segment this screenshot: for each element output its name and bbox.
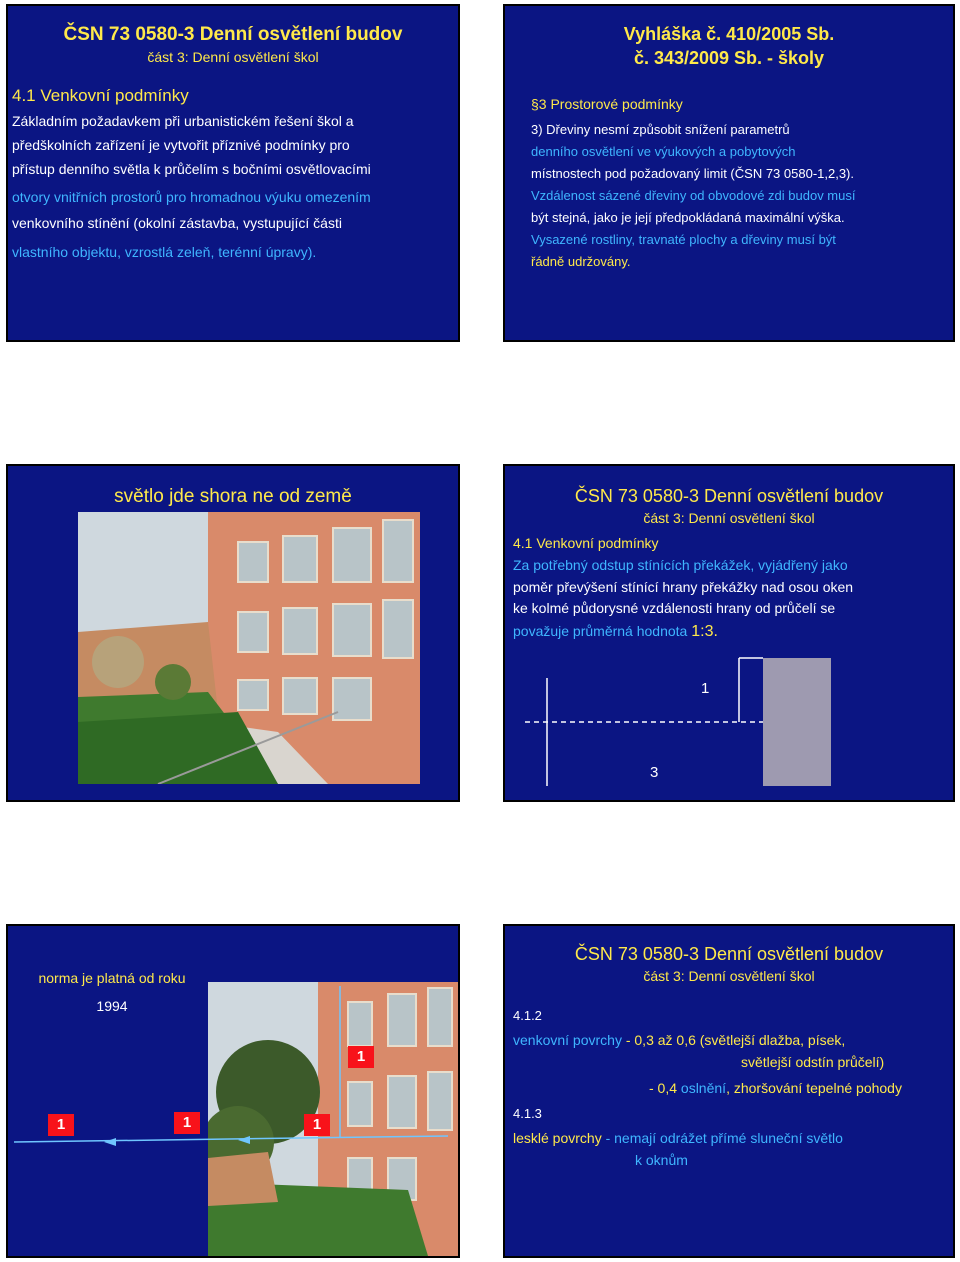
slide-subtitle: část 3: Denní osvětlení škol	[147, 49, 319, 65]
body-line-6: Vysazené rostliny, travnaté plochy a dřeviny musí být	[531, 232, 836, 247]
body-line-1	[513, 1032, 845, 1048]
slide-vyhlaska	[503, 4, 955, 342]
ratio-box-1: 1	[48, 1114, 74, 1136]
section-heading: 4.1 Venkovní podmínky	[12, 86, 189, 105]
school-building-photo	[78, 512, 420, 784]
ratio-box-4: 1	[348, 1046, 374, 1068]
slide-subtitle: část 3: Denní osvětlení škol	[643, 510, 815, 526]
ratio-value: 1:3.	[691, 623, 718, 640]
body-line-2: denního osvětlení ve výukových a pobytových	[531, 144, 796, 159]
body-line-4: otvory vnitřních prostorů pro hromadnou výuku omezením	[12, 189, 371, 205]
slide-photo-ratio	[6, 924, 460, 1258]
body-line-1-text: - 0,3 až 0,6 (světlejší dlažba, písek,	[621, 1032, 846, 1048]
body-line-2: světlejší odstín průčelí)	[741, 1054, 885, 1070]
slide-photo-building	[6, 464, 460, 802]
body-line-1: 3) Dřeviny nesmí způsobit snížení parametrů	[531, 122, 790, 137]
slide-title: Vyhláška č. 410/2005 Sb.	[623, 24, 835, 44]
body-line-5: k oknům	[635, 1152, 688, 1168]
body-line-6: vlastního objektu, vzrostlá zeleň, terénní úpravy).	[12, 244, 317, 260]
body-line-1: Za potřebný odstup stínících překážek, vyjádřený jako	[513, 557, 848, 573]
caption-year: 1994	[96, 998, 128, 1014]
ratio-diagram	[505, 656, 953, 796]
slide-title: světlo jde shora ne od země	[114, 486, 352, 507]
body-line-2: předškolních zařízení je vytvořit příznivé podmínky pro	[12, 137, 350, 153]
slide-title: ČSN 73 0580-3 Denní osvětlení budov	[574, 944, 884, 964]
section-heading: 4.1 Venkovní podmínky	[513, 535, 659, 551]
body-line-3	[649, 1080, 902, 1096]
body-line-5: venkovního stínění (okolní zástavba, vystupující části	[12, 215, 342, 231]
slide-title-2: č. 343/2009 Sb. - školy	[633, 48, 825, 68]
distance-label: 3	[650, 764, 659, 781]
slide-subtitle: část 3: Denní osvětlení škol	[643, 968, 815, 984]
body-line-4-text: - nemají odrážet přímé sluneční světlo	[601, 1130, 843, 1146]
body-line-2: poměr převýšení stínící hrany překážky nad osou oken	[513, 579, 854, 595]
body-line-3: ke kolmé půdorysné vzdálenosti hrany od průčelí se	[513, 600, 836, 616]
clause-number-2: 4.1.3	[513, 1106, 542, 1121]
height-label: 1	[701, 680, 710, 697]
body-line-3-text: , zhoršování tepelné pohody	[726, 1080, 902, 1096]
slide-title: ČSN 73 0580-3 Denní osvětlení budov	[574, 486, 884, 506]
ratio-box-3: 1	[304, 1114, 330, 1136]
body-line-4	[513, 623, 718, 641]
slide-venkovni-podminky	[6, 4, 460, 342]
body-line-5: být stejná, jako je její předpokládaná maximální výška.	[531, 210, 845, 225]
axis-line	[14, 1136, 448, 1142]
slide-title: ČSN 73 0580-3 Denní osvětlení budov	[63, 24, 403, 45]
body-line-3-prefix: - 0,4	[649, 1080, 681, 1096]
section-heading: §3 Prostorové podmínky	[531, 96, 683, 112]
ratio-lines-overlay	[8, 926, 458, 1256]
body-line-1: Základním požadavkem při urbanistickém řešení škol a	[12, 113, 354, 129]
term-leskle-povrchy: lesklé povrchy	[513, 1130, 602, 1146]
body-line-4	[513, 1130, 843, 1146]
body-line-4: Vzdálenost sázené dřeviny od obvodové zdi budov musí	[531, 188, 856, 203]
body-line-3: místnostech pod požadovaný limit (ČSN 73 0580-1,2,3).	[531, 166, 855, 181]
obstacle-block	[763, 658, 831, 786]
term-venkovni-povrchy: venkovní povrchy	[513, 1032, 622, 1048]
slide-odstup-prekazek	[503, 464, 955, 802]
body-line-4-text: považuje průměrná hodnota	[513, 623, 692, 639]
slide-povrchy	[503, 924, 955, 1258]
caption-norm: norma je platná od roku	[38, 970, 186, 986]
clause-number-1: 4.1.2	[513, 1008, 542, 1023]
ratio-box-2: 1	[174, 1112, 200, 1134]
term-oslneni: oslnění	[680, 1080, 727, 1096]
body-line-7: řádně udržovány.	[531, 254, 631, 269]
body-line-3: přístup denního světla k průčelím s bočními osvětlovacími	[12, 161, 371, 177]
